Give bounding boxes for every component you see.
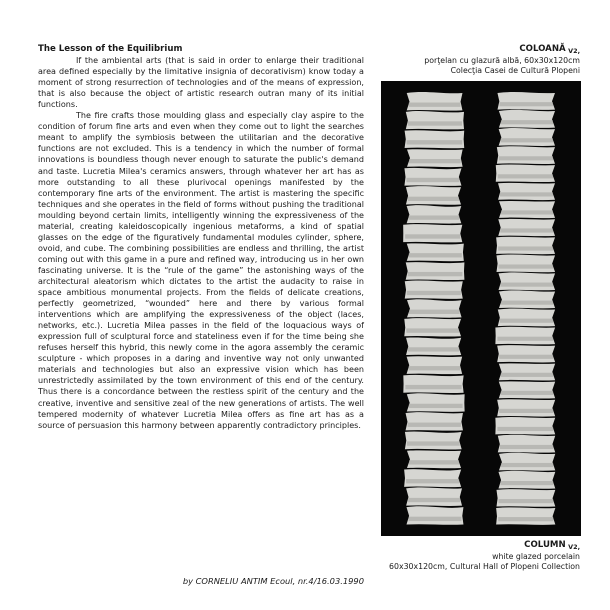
article-paragraph-1: If the ambiental arts (that is said in order to enlarge their traditional area defined especially by the limitative insignia of decorativism) know today a moment of strong resurrection of technologies and of the means of expression, that is also because the object of artistic research outran many of its initial functions. bbox=[38, 56, 364, 110]
porcelain-slab bbox=[406, 338, 461, 356]
porcelain-slab bbox=[404, 318, 461, 336]
slab-shadow bbox=[500, 228, 553, 232]
slab-shadow bbox=[409, 253, 462, 257]
porcelain-slab bbox=[499, 201, 555, 218]
porcelain-slab bbox=[405, 280, 463, 298]
slab-shadow bbox=[498, 517, 553, 521]
caption-ro-subtitle: V2, bbox=[568, 47, 580, 55]
porcelain-slab bbox=[407, 356, 463, 374]
slab-shadow bbox=[409, 215, 460, 219]
slab-shadow bbox=[409, 460, 459, 464]
slab-shadow bbox=[500, 192, 553, 196]
slab-shadow bbox=[408, 498, 460, 502]
slab-shadow bbox=[497, 427, 553, 431]
slab-shadow bbox=[500, 319, 553, 323]
slab-shadow bbox=[408, 347, 459, 351]
slab-shadow bbox=[409, 404, 463, 408]
porcelain-slab bbox=[496, 507, 555, 524]
porcelain-slab bbox=[497, 345, 555, 362]
porcelain-slab bbox=[406, 262, 465, 280]
porcelain-slab bbox=[403, 224, 462, 242]
porcelain-slab bbox=[405, 130, 465, 148]
slab-shadow bbox=[498, 499, 553, 503]
slab-shadow bbox=[498, 174, 553, 178]
slab-shadow bbox=[501, 138, 553, 142]
porcelain-slab bbox=[498, 183, 555, 200]
porcelain-slab bbox=[495, 417, 555, 435]
slab-shadow bbox=[408, 197, 459, 201]
slab-shadow bbox=[500, 481, 553, 485]
porcelain-slab bbox=[407, 393, 465, 412]
slab-shadow bbox=[406, 328, 459, 332]
slab-shadow bbox=[409, 103, 461, 107]
porcelain-slab bbox=[407, 149, 463, 167]
porcelain-slab bbox=[497, 399, 555, 416]
porcelain-slab bbox=[406, 487, 462, 506]
slab-shadow bbox=[407, 140, 463, 144]
slab-shadow bbox=[498, 246, 553, 250]
slab-shadow bbox=[408, 121, 462, 125]
sculpture-photo bbox=[381, 81, 581, 536]
slab-shadow bbox=[499, 156, 553, 160]
porcelain-slab bbox=[499, 381, 555, 398]
article-paragraph-2: The fire crafts those moulding glass and especially clay aspire to the condition of forum fine arts and even when they come out to light the searches meant to amplify the symbiosis between the utilitarian and the decorative functions are not excluded. This is a tendency in which the number of formal innovations is boundless though never enough to saturate the public's demand and taste. Lucretia Milea's ceramics answers, through whatever her art has as more outstanding to all these plurivocal openings manifested by the contemporary fine arts of the environment. The artist is mastering the specific techniques and she operates in the field of forms without pushing the traditional moulding beyond certain limits, intelligently winning the expressiveness of the material, creating kaleidoscopically ingenious metaforms, a kind of spatial glasses on the edge of the figuratively fundamental modules cylinder, sphere, ovoid, and cube. The combining possibilities are endless and thrilling, the artist coming out with this game in a pure and refined way, introducing us in her own fascinating universe. It is the “rule of the game” the astonishing ways of the architectural aleatorism which dictates to the artist the audacity to raise in space ambitious monumental projects. From the fields of delicate creations, perfectly geometrized, “wounded” here and there by various formal interventions which are amplifying the expressiveness of the object (laces, networks, etc.). Lucretia Milea passes in the field of the loquacious ways of expression full of sculptural force and stateliness even if for the time being she refuses herself this hybrid, this newly come in the agora assembly the ceramic sculpture - which proposes in a daring and inventive way not only unwanted materials and technologies but also an expressive vision which has been unrestrictedly assimilated by the town environment of this end of the century. Thus there is a concordance between the restless spirit of the century and the creative, inventive and sensitive zeal of the new generations of artists. The well tempered modernity of whatever Lucretia Milea offers as fine art has as a source of persuasion this harmony between apparently contradictory principles. bbox=[38, 111, 364, 430]
porcelain-slab bbox=[496, 489, 555, 507]
slab-shadow bbox=[406, 479, 459, 483]
slab-shadow bbox=[501, 210, 553, 214]
slab-shadow bbox=[501, 120, 553, 124]
porcelain-slab bbox=[403, 375, 463, 393]
slab-shadow bbox=[498, 265, 553, 269]
porcelain-slab bbox=[407, 92, 463, 111]
photo-caption-english bbox=[320, 540, 580, 571]
slab-shadow bbox=[501, 373, 553, 377]
porcelain-slab bbox=[406, 412, 463, 431]
porcelain-slab bbox=[407, 243, 464, 261]
slab-shadow bbox=[408, 272, 463, 276]
porcelain-slab bbox=[495, 327, 555, 345]
article-byline: by CORNELIU ANTIM Ecoul, nr.4/16.03.1990 bbox=[182, 576, 364, 586]
slab-shadow bbox=[405, 385, 461, 389]
slab-shadow bbox=[497, 337, 553, 341]
porcelain-slab bbox=[499, 290, 555, 308]
slab-shadow bbox=[499, 409, 553, 413]
porcelain-slab bbox=[497, 146, 555, 164]
left-column-shape bbox=[403, 92, 464, 525]
porcelain-slab bbox=[404, 469, 461, 487]
slab-shadow bbox=[407, 291, 461, 295]
photo-caption-romanian bbox=[340, 44, 580, 75]
slab-shadow bbox=[499, 102, 553, 106]
slab-shadow bbox=[406, 178, 459, 182]
slab-shadow bbox=[499, 355, 553, 359]
porcelain-slab bbox=[407, 205, 462, 223]
porcelain-slab bbox=[499, 110, 555, 128]
porcelain-slab bbox=[407, 299, 462, 317]
slab-shadow bbox=[501, 463, 553, 467]
slab-shadow bbox=[409, 310, 460, 314]
article-body bbox=[38, 44, 364, 431]
porcelain-slab bbox=[406, 506, 463, 524]
slab-shadow bbox=[501, 301, 553, 305]
caption-ro-material: porţelan cu glazură albă, 60x30x120cm bbox=[424, 56, 580, 66]
sculpture-image bbox=[381, 81, 581, 536]
porcelain-slab bbox=[499, 128, 555, 146]
porcelain-slab bbox=[407, 450, 461, 468]
porcelain-slab bbox=[406, 186, 461, 205]
caption-en-title: COLUMN bbox=[524, 540, 566, 550]
porcelain-slab bbox=[498, 219, 555, 236]
porcelain-slab bbox=[498, 471, 555, 489]
slab-shadow bbox=[408, 517, 461, 521]
porcelain-slab bbox=[498, 309, 555, 327]
porcelain-slab bbox=[496, 255, 555, 273]
porcelain-slab bbox=[406, 111, 464, 129]
slab-shadow bbox=[501, 391, 553, 395]
caption-en-collection: 60x30x120cm, Cultural Hall of Plopeni Collection bbox=[389, 561, 580, 571]
caption-en-subtitle: V2, bbox=[568, 543, 580, 551]
slab-shadow bbox=[405, 234, 460, 238]
caption-ro-collection: Colecţia Casei de Cultură Plopeni bbox=[450, 65, 580, 75]
right-column-shape bbox=[495, 92, 555, 525]
porcelain-slab bbox=[499, 453, 555, 471]
slab-shadow bbox=[409, 159, 461, 163]
porcelain-slab bbox=[405, 432, 462, 450]
porcelain-slab bbox=[497, 92, 555, 110]
slab-shadow bbox=[409, 366, 461, 370]
porcelain-slab bbox=[498, 272, 555, 290]
porcelain-slab bbox=[404, 168, 461, 186]
porcelain-slab bbox=[498, 435, 555, 453]
slab-shadow bbox=[500, 283, 553, 287]
slab-shadow bbox=[408, 423, 461, 427]
porcelain-slab bbox=[496, 165, 555, 183]
caption-ro-title: COLOANĂ bbox=[519, 44, 566, 54]
slab-shadow bbox=[500, 445, 553, 449]
article-title: The Lesson of the Equilibrium bbox=[38, 44, 183, 54]
caption-en-material: white glazed porcelain bbox=[492, 552, 580, 562]
porcelain-slab bbox=[496, 237, 555, 254]
porcelain-slab bbox=[499, 363, 555, 380]
slab-shadow bbox=[407, 441, 460, 445]
